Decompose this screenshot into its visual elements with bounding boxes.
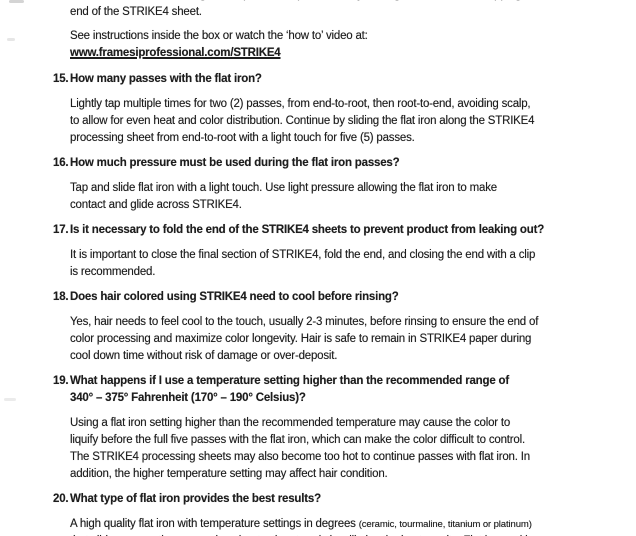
instructions-line: See instructions inside the box or watch the ‘how to’ video at: <box>70 30 368 42</box>
question-20 <box>53 491 596 508</box>
answer-line: is recommended. <box>70 266 156 278</box>
answer-line: liquify before the full five passes with the flat iron, which can make the color difficult to control. <box>70 434 525 446</box>
question-number: 17. <box>53 224 69 236</box>
question-number: 18. <box>53 291 69 303</box>
faq-item-19 <box>53 373 596 483</box>
question-19 <box>53 373 596 407</box>
question-text: What type of flat iron provides the best results? <box>70 493 321 505</box>
intro-clipped-line-container <box>70 0 596 4</box>
answer-parenthetical: (ceramic, tourmaline, titanium or platinum) <box>358 519 532 530</box>
faq-item-18 <box>53 289 596 365</box>
question-number: 15. <box>53 73 69 85</box>
answer-line: Using a flat iron setting higher than the recommended temperature may cause the color to <box>70 417 511 429</box>
answer-line: The STRIKE4 processing sheets may also become too hot to continue passes with flat iron. In <box>70 451 530 463</box>
question-15 <box>53 71 596 88</box>
answer-line: processing sheet from end-to-root with a light touch for five (5) passes. <box>70 132 415 144</box>
answer-15 <box>70 96 596 147</box>
question-17 <box>53 222 596 239</box>
answer-19 <box>70 415 596 483</box>
question-text: How much pressure must be used during the flat iron passes? <box>70 157 400 169</box>
answer-17 <box>70 247 596 281</box>
strike4-link[interactable]: www.framesiprofessional.com/STRIKE4 <box>70 47 281 59</box>
answer-line: cool down time without risk of damage or over-deposit. <box>70 350 338 362</box>
question-text: Does hair colored using STRIKE4 need to cool before rinsing? <box>70 291 399 303</box>
scan-artifact <box>7 38 15 41</box>
intro-clipped-line <box>70 0 596 4</box>
question-text: Is it necessary to fold the end of the STRIKE4 sheets to prevent product from leaking out? <box>70 224 545 236</box>
answer-16 <box>70 180 596 214</box>
question-text: What happens if I use a temperature setting higher than the recommended range of <box>70 375 509 387</box>
answer-18 <box>70 314 596 365</box>
answer-line: Lightly tap multiple times for two (2) passes, from end-to-root, then root-to-end, avoiding scalp, <box>70 98 531 110</box>
answer-20 <box>70 516 596 536</box>
answer-line: to allow for even heat and color distribution. Continue by sliding the flat iron along the STRIKE4 <box>70 115 535 127</box>
answer-line: addition, the higher temperature setting may affect hair condition. <box>70 468 388 480</box>
answer-line: Yes, hair needs to feel cool to the touch, usually 2-3 minutes, before rinsing to ensure the end of <box>70 316 539 328</box>
faq-item-20 <box>53 491 596 536</box>
intro-line: end of the STRIKE4 sheet. <box>70 6 202 18</box>
answer-line: color processing and maximize color longevity. Hair is safe to remain in STRIKE4 paper during <box>70 333 532 345</box>
answer-line: Tap and slide flat iron with a light touch. Use light pressure allowing the flat iron to make <box>70 182 497 194</box>
faq-item-16 <box>53 155 596 214</box>
question-18 <box>53 289 596 306</box>
question-number: 20. <box>53 493 69 505</box>
scan-artifact <box>4 398 16 401</box>
question-text: How many passes with the flat iron? <box>70 73 262 85</box>
faq-item-17 <box>53 222 596 281</box>
question-number: 16. <box>53 157 69 169</box>
question-text-line2: 340° – 375° Fahrenheit (170° – 190° Celsius)? <box>70 392 306 404</box>
scan-artifact <box>9 0 24 3</box>
answer-text: A high quality flat iron with temperature settings in degrees <box>70 518 359 530</box>
question-number: 19. <box>53 375 69 387</box>
faq-item-15 <box>53 71 596 147</box>
answer-line: It is important to close the final section of STRIKE4, fold the end, and closing the end with a clip <box>70 249 536 261</box>
question-16 <box>53 155 596 172</box>
answer-line: contact and glide across STRIKE4. <box>70 199 242 211</box>
